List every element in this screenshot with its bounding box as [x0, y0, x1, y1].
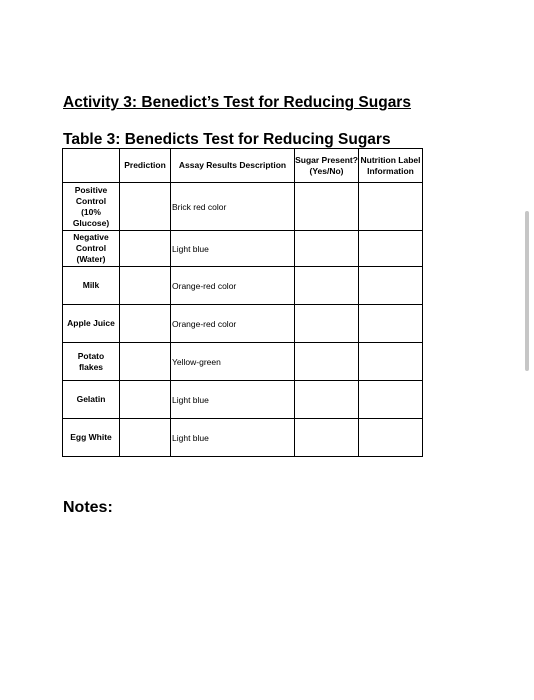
table-row	[63, 267, 423, 305]
description-cell: Orange-red color	[171, 305, 295, 343]
description-cell: Yellow-green	[171, 343, 295, 381]
notes-label: Notes:	[63, 499, 113, 516]
nutrition-cell[interactable]	[359, 231, 423, 267]
table-header-row	[63, 149, 423, 183]
row-label: Milk	[63, 267, 120, 305]
header-nutrition-label: Nutrition Label Information	[359, 149, 423, 183]
row-label: Egg White	[63, 419, 120, 457]
description-cell: Light blue	[171, 231, 295, 267]
header-sample	[63, 149, 120, 183]
sugar-present-cell[interactable]	[295, 231, 359, 267]
nutrition-cell[interactable]	[359, 419, 423, 457]
row-label: Positive Control (10% Glucose)	[63, 183, 120, 231]
table-row	[63, 343, 423, 381]
description-cell: Light blue	[171, 381, 295, 419]
prediction-cell[interactable]	[120, 305, 171, 343]
prediction-cell[interactable]	[120, 419, 171, 457]
nutrition-cell[interactable]	[359, 267, 423, 305]
vertical-scrollbar[interactable]	[525, 211, 529, 371]
table-row	[63, 305, 423, 343]
table-title: Table 3: Benedicts Test for Reducing Sugars	[63, 131, 391, 148]
row-label: Gelatin	[63, 381, 120, 419]
prediction-cell[interactable]	[120, 343, 171, 381]
prediction-cell[interactable]	[120, 381, 171, 419]
prediction-cell[interactable]	[120, 183, 171, 231]
table-row	[63, 183, 423, 231]
results-table	[62, 148, 423, 457]
description-cell: Light blue	[171, 419, 295, 457]
sugar-present-cell[interactable]	[295, 183, 359, 231]
row-label: Apple Juice	[63, 305, 120, 343]
prediction-cell[interactable]	[120, 231, 171, 267]
header-assay-results: Assay Results Description	[171, 149, 295, 183]
nutrition-cell[interactable]	[359, 305, 423, 343]
sugar-present-cell[interactable]	[295, 343, 359, 381]
header-sugar-present: Sugar Present? (Yes/No)	[295, 149, 359, 183]
row-label: Potato flakes	[63, 343, 120, 381]
prediction-cell[interactable]	[120, 267, 171, 305]
table-row	[63, 419, 423, 457]
nutrition-cell[interactable]	[359, 183, 423, 231]
sugar-present-cell[interactable]	[295, 381, 359, 419]
header-prediction: Prediction	[120, 149, 171, 183]
description-cell: Brick red color	[171, 183, 295, 231]
activity-title: Activity 3: Benedict’s Test for Reducing Sugars	[63, 94, 411, 111]
table-row	[63, 381, 423, 419]
nutrition-cell[interactable]	[359, 381, 423, 419]
sugar-present-cell[interactable]	[295, 419, 359, 457]
description-cell: Orange-red color	[171, 267, 295, 305]
row-label: Negative Control (Water)	[63, 231, 120, 267]
table-row	[63, 231, 423, 267]
sugar-present-cell[interactable]	[295, 267, 359, 305]
sugar-present-cell[interactable]	[295, 305, 359, 343]
nutrition-cell[interactable]	[359, 343, 423, 381]
